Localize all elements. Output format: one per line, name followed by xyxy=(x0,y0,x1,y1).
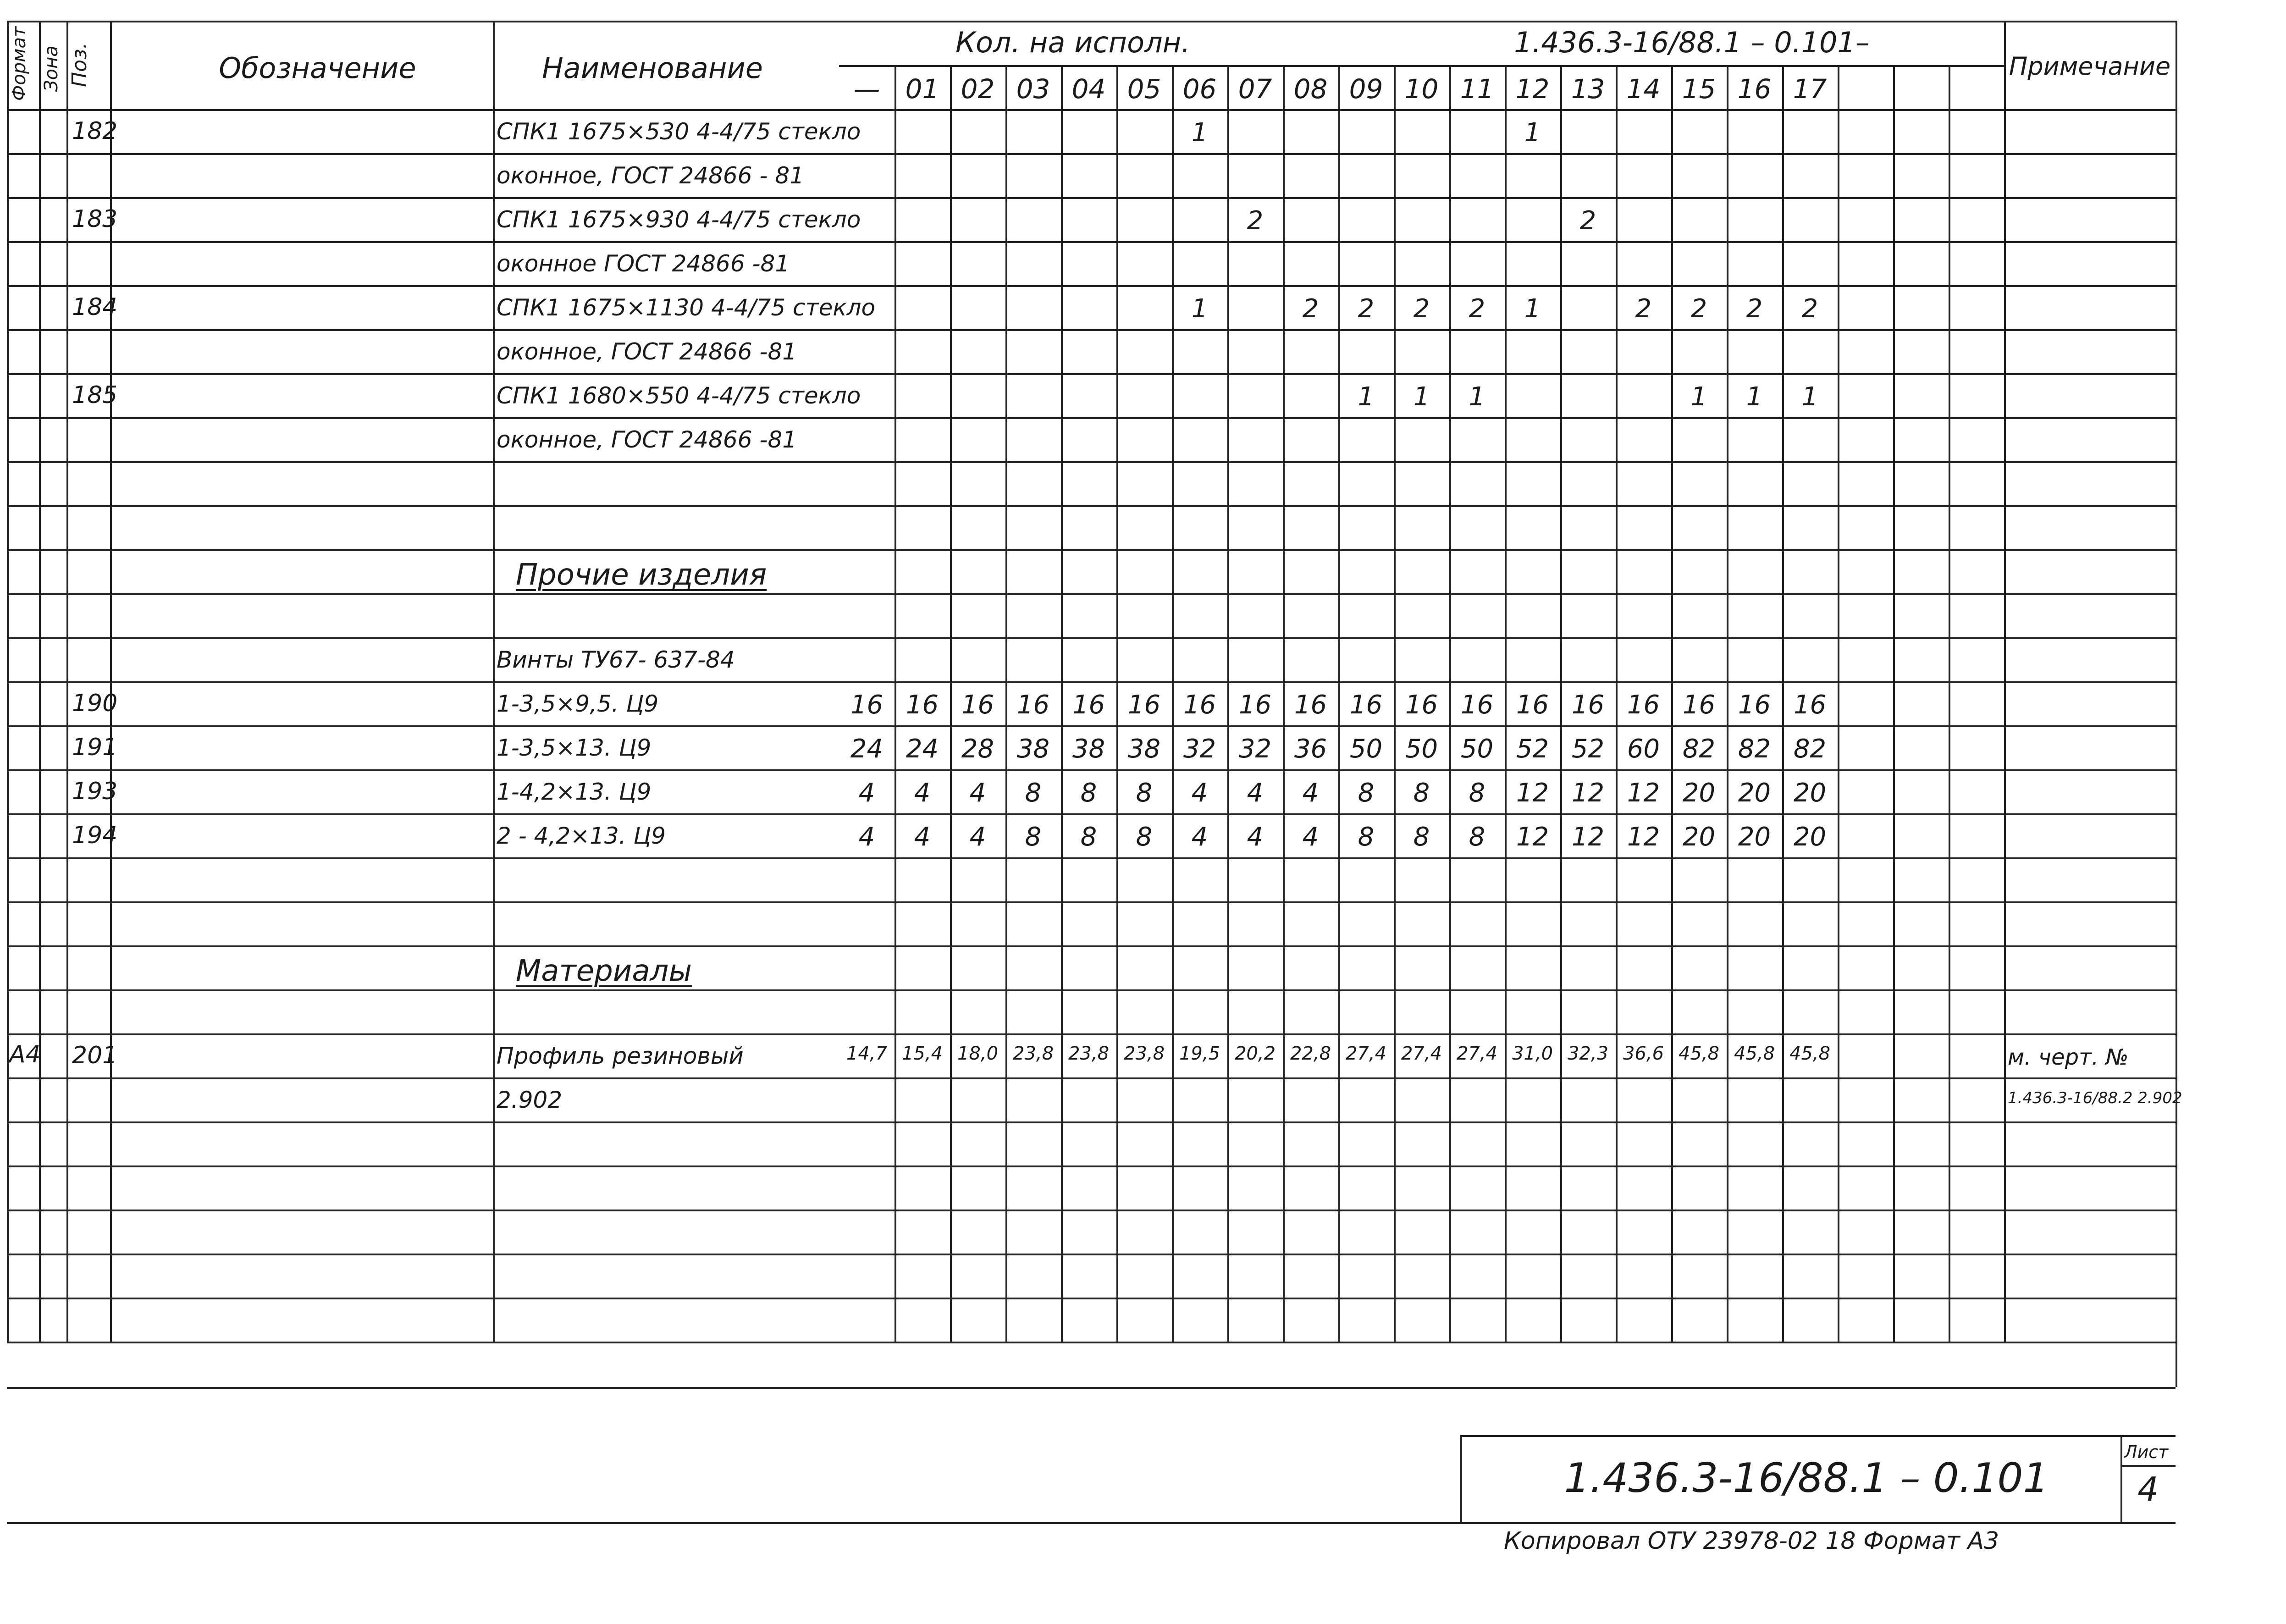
qty-cell: 2 xyxy=(1801,294,1818,324)
variant-label: 12 xyxy=(1515,73,1550,105)
qty-cell: 12 xyxy=(1571,822,1605,852)
row-border xyxy=(7,153,2176,155)
row-border xyxy=(7,901,2176,903)
qty-column-border xyxy=(1616,65,1618,1342)
row-border xyxy=(7,813,2176,815)
qty-cell: 15,4 xyxy=(901,1043,943,1064)
variant-label: 02 xyxy=(961,73,995,105)
qty-cell: 8 xyxy=(1136,822,1153,852)
qty-cell: 16 xyxy=(1793,690,1827,720)
qty-column-border xyxy=(895,65,896,1342)
qty-cell: 20 xyxy=(1738,778,1771,808)
qty-cell: 1 xyxy=(1801,382,1818,412)
qty-cell: 32 xyxy=(1183,734,1216,764)
qty-cell: 16 xyxy=(1349,690,1383,720)
qty-cell: 52 xyxy=(1571,734,1605,764)
stamp-box-left xyxy=(1460,1435,1462,1522)
qty-cell: 8 xyxy=(1025,778,1042,808)
column-border xyxy=(2176,21,2177,1342)
qty-cell: 1 xyxy=(1413,382,1430,412)
qty-column-border xyxy=(1283,65,1285,1342)
qty-cell: 4 xyxy=(858,778,875,808)
variant-label: — xyxy=(853,73,880,105)
qty-cell: 4 xyxy=(1302,822,1319,852)
qty-cell: 2 xyxy=(1302,294,1319,324)
row-border xyxy=(7,681,2176,683)
qty-cell: 38 xyxy=(1127,734,1161,764)
variant-label: 13 xyxy=(1571,73,1605,105)
header-doc-ref: 1.436.3-16/88.1 – 0.101– xyxy=(1514,26,1870,59)
qty-cell: 20 xyxy=(1793,822,1827,852)
qty-cell: 4 xyxy=(1191,822,1208,852)
qty-cell: 16 xyxy=(1238,690,1272,720)
header-zone: Зона xyxy=(41,45,62,92)
qty-cell: 16 xyxy=(850,690,883,720)
qty-cell: 24 xyxy=(906,734,939,764)
row-border xyxy=(7,593,2176,595)
qty-cell: 50 xyxy=(1405,734,1438,764)
qty-cell: 4 xyxy=(1191,778,1208,808)
stamp-sheet-line xyxy=(2120,1465,2176,1467)
qty-cell: 8 xyxy=(1413,822,1430,852)
qty-cell: 22,8 xyxy=(1290,1043,1331,1064)
row-border xyxy=(7,1166,2176,1167)
qty-cell: 20 xyxy=(1738,822,1771,852)
row-pos: 194 xyxy=(72,822,118,849)
stamp-sheet-divider xyxy=(2120,1435,2122,1522)
qty-cell: 16 xyxy=(1183,690,1216,720)
variant-label: 11 xyxy=(1460,73,1494,105)
qty-cell: 45,8 xyxy=(1678,1043,1720,1064)
variant-label: 09 xyxy=(1349,73,1383,105)
row-border xyxy=(7,1121,2176,1123)
row-pos: 183 xyxy=(72,205,118,233)
row-border xyxy=(7,637,2176,639)
qty-cell: 32,3 xyxy=(1567,1043,1609,1064)
row-pos: 185 xyxy=(72,381,118,409)
qty-cell: 12 xyxy=(1516,778,1549,808)
stamp-sheet-label: Лист xyxy=(2124,1442,2169,1462)
section-title: Прочие изделия xyxy=(516,558,767,592)
qty-column-border xyxy=(1949,65,1950,1342)
qty-cell: 23,8 xyxy=(1012,1043,1054,1064)
qty-cell: 18,0 xyxy=(957,1043,999,1064)
qty-cell: 8 xyxy=(1136,778,1153,808)
qty-cell: 2 xyxy=(1247,206,1264,236)
row-border xyxy=(7,1342,2176,1343)
row-border xyxy=(7,1077,2176,1079)
row-border xyxy=(7,285,2176,287)
qty-cell: 38 xyxy=(1072,734,1105,764)
qty-cell: 12 xyxy=(1571,778,1605,808)
variant-label: 08 xyxy=(1293,73,1328,105)
qty-cell: 82 xyxy=(1682,734,1716,764)
qty-cell: 2 xyxy=(1746,294,1763,324)
row-border xyxy=(7,989,2176,991)
qty-cell: 52 xyxy=(1516,734,1549,764)
row-border xyxy=(7,1254,2176,1255)
row-pos: 191 xyxy=(72,734,118,761)
row-name: 1-3,5×13. Ц9 xyxy=(497,735,652,761)
qty-cell: 50 xyxy=(1349,734,1383,764)
column-border xyxy=(2004,21,2006,1342)
row-border xyxy=(7,1210,2176,1211)
stamp-code: 1.436.3-16/88.1 – 0.101 xyxy=(1564,1454,2049,1502)
qty-cell: 8 xyxy=(1358,822,1375,852)
qty-cell: 4 xyxy=(969,822,986,852)
section-title: Материалы xyxy=(516,954,692,988)
row-border xyxy=(7,197,2176,199)
row-border xyxy=(7,945,2176,947)
qty-cell: 23,8 xyxy=(1068,1043,1110,1064)
qty-cell: 60 xyxy=(1627,734,1660,764)
row-format: А4 xyxy=(9,1041,41,1068)
qty-cell: 1 xyxy=(1690,382,1707,412)
row-name: 1-3,5×9,5. Ц9 xyxy=(497,690,659,717)
row-note: м. черт. № xyxy=(2008,1044,2129,1070)
qty-cell: 28 xyxy=(961,734,994,764)
qty-cell: 36 xyxy=(1294,734,1327,764)
right-frame-line xyxy=(2176,1342,2177,1387)
qty-cell: 4 xyxy=(1247,778,1264,808)
header-designation: Обозначение xyxy=(219,51,416,85)
qty-cell: 2 xyxy=(1358,294,1375,324)
qty-cell: 16 xyxy=(1016,690,1050,720)
row-name: Винты ТУ67- 637-84 xyxy=(497,646,735,673)
qty-cell: 16 xyxy=(1627,690,1660,720)
qty-cell: 16 xyxy=(1072,690,1105,720)
stamp-sheet-number: 4 xyxy=(2137,1470,2159,1508)
row-name: 1-4,2×13. Ц9 xyxy=(497,779,652,805)
qty-cell: 19,5 xyxy=(1179,1043,1220,1064)
qty-column-border xyxy=(1838,65,1839,1342)
qty-cell: 16 xyxy=(906,690,939,720)
row-border xyxy=(7,725,2176,727)
header-note: Примечание xyxy=(2009,52,2171,81)
qty-cell: 16 xyxy=(1571,690,1605,720)
qty-cell: 36,6 xyxy=(1623,1043,1664,1064)
variant-label: 06 xyxy=(1182,73,1217,105)
variant-label: 17 xyxy=(1793,73,1827,105)
variant-label: 14 xyxy=(1626,73,1661,105)
qty-cell: 31,0 xyxy=(1512,1043,1553,1064)
qty-cell: 2 xyxy=(1469,294,1485,324)
header-qty-title: Кол. на исполн. xyxy=(955,26,1190,59)
column-border xyxy=(39,21,41,1342)
qty-cell: 82 xyxy=(1738,734,1771,764)
qty-cell: 1 xyxy=(1191,118,1208,148)
qty-cell: 20,2 xyxy=(1234,1043,1276,1064)
qty-column-border xyxy=(1005,65,1007,1342)
qty-cell: 27,4 xyxy=(1345,1043,1387,1064)
stamp-box-top xyxy=(1460,1435,2176,1437)
header-bottom-border xyxy=(7,109,2176,111)
qty-cell: 16 xyxy=(961,690,994,720)
row-border xyxy=(7,1298,2176,1299)
variant-label: 01 xyxy=(905,73,939,105)
column-border xyxy=(66,21,68,1342)
qty-column-border xyxy=(1061,65,1063,1342)
qty-cell: 23,8 xyxy=(1123,1043,1165,1064)
row-pos: 190 xyxy=(72,690,118,717)
qty-cell: 12 xyxy=(1627,778,1660,808)
header-top-border xyxy=(7,21,2176,22)
qty-cell: 20 xyxy=(1682,822,1716,852)
qty-cell: 16 xyxy=(1405,690,1438,720)
qty-cell: 27,4 xyxy=(1456,1043,1498,1064)
row-name: оконное ГОСТ 24866 -81 xyxy=(497,250,790,277)
qty-cell: 45,8 xyxy=(1789,1043,1831,1064)
row-name: СПК1 1675×530 4-4/75 стекло xyxy=(497,118,861,145)
qty-cell: 27,4 xyxy=(1401,1043,1442,1064)
row-name: Профиль резиновый xyxy=(497,1043,744,1069)
qty-column-border xyxy=(1116,65,1118,1342)
qty-cell: 16 xyxy=(1294,690,1327,720)
qty-cell: 12 xyxy=(1516,822,1549,852)
column-border xyxy=(7,21,9,1342)
qty-cell: 1 xyxy=(1358,382,1375,412)
stamp-top-line xyxy=(7,1387,2176,1389)
qty-cell: 32 xyxy=(1238,734,1272,764)
row-pos: 184 xyxy=(72,293,118,321)
qty-cell: 20 xyxy=(1793,778,1827,808)
row-border xyxy=(7,461,2176,463)
qty-cell: 38 xyxy=(1016,734,1050,764)
variant-label: 10 xyxy=(1404,73,1439,105)
qty-cell: 8 xyxy=(1358,778,1375,808)
variant-label: 15 xyxy=(1682,73,1716,105)
row-border xyxy=(7,373,2176,375)
qty-column-border xyxy=(1338,65,1340,1342)
row-name: оконное, ГОСТ 24866 -81 xyxy=(497,338,797,365)
row-border xyxy=(7,505,2176,507)
row-name: оконное, ГОСТ 24866 -81 xyxy=(497,426,797,453)
header-mid-border xyxy=(839,65,2004,67)
column-border xyxy=(493,21,495,1342)
row-border xyxy=(7,417,2176,419)
qty-cell: 4 xyxy=(969,778,986,808)
row-pos: 201 xyxy=(72,1042,118,1069)
row-name: СПК1 1675×1130 4-4/75 стекло xyxy=(497,294,876,321)
qty-cell: 4 xyxy=(1302,778,1319,808)
variant-label: 05 xyxy=(1127,73,1161,105)
qty-cell: 16 xyxy=(1127,690,1161,720)
qty-cell: 45,8 xyxy=(1734,1043,1775,1064)
qty-cell: 16 xyxy=(1460,690,1494,720)
row-name: 2.902 xyxy=(497,1087,563,1113)
qty-cell: 2 xyxy=(1635,294,1652,324)
qty-cell: 4 xyxy=(914,822,931,852)
footer-copy-note: Копировал ОТУ 23978-02 18 Формат А3 xyxy=(1504,1527,1999,1555)
row-name: СПК1 1675×930 4-4/75 стекло xyxy=(497,206,861,233)
qty-cell: 8 xyxy=(1469,822,1485,852)
qty-cell: 12 xyxy=(1627,822,1660,852)
qty-cell: 1 xyxy=(1469,382,1485,412)
header-pos: Поз. xyxy=(68,42,91,87)
qty-cell: 16 xyxy=(1682,690,1716,720)
qty-column-border xyxy=(1172,65,1174,1342)
qty-column-border xyxy=(1727,65,1728,1342)
row-border xyxy=(7,857,2176,859)
row-border xyxy=(7,549,2176,551)
qty-cell: 24 xyxy=(850,734,883,764)
row-note: 1.436.3-16/88.2 2.902 xyxy=(2008,1089,2182,1107)
qty-column-border xyxy=(1227,65,1229,1342)
qty-cell: 1 xyxy=(1746,382,1763,412)
row-pos: 193 xyxy=(72,778,118,805)
variant-label: 03 xyxy=(1016,73,1050,105)
qty-cell: 4 xyxy=(1247,822,1264,852)
qty-column-border xyxy=(1505,65,1507,1342)
qty-cell: 16 xyxy=(1738,690,1771,720)
qty-column-border xyxy=(1782,65,1784,1342)
qty-cell: 2 xyxy=(1413,294,1430,324)
qty-cell: 8 xyxy=(1080,778,1097,808)
row-border xyxy=(7,769,2176,771)
qty-column-border xyxy=(1893,65,1895,1342)
variant-label: 16 xyxy=(1737,73,1772,105)
row-name: 2 - 4,2×13. Ц9 xyxy=(497,823,666,849)
qty-cell: 82 xyxy=(1793,734,1827,764)
qty-cell: 16 xyxy=(1516,690,1549,720)
qty-cell: 50 xyxy=(1460,734,1494,764)
variant-label: 07 xyxy=(1238,73,1272,105)
qty-cell: 8 xyxy=(1025,822,1042,852)
row-name: оконное, ГОСТ 24866 - 81 xyxy=(497,162,804,189)
qty-cell: 2 xyxy=(1579,206,1596,236)
qty-cell: 4 xyxy=(858,822,875,852)
row-border xyxy=(7,329,2176,331)
qty-column-border xyxy=(1394,65,1396,1342)
qty-cell: 8 xyxy=(1080,822,1097,852)
row-border xyxy=(7,1033,2176,1035)
qty-column-border xyxy=(1671,65,1673,1342)
qty-column-border xyxy=(1449,65,1451,1342)
row-pos: 182 xyxy=(72,117,118,145)
qty-cell: 14,7 xyxy=(846,1043,888,1064)
stamp-box-bottom xyxy=(7,1522,2176,1524)
qty-cell: 1 xyxy=(1524,294,1541,324)
qty-cell: 8 xyxy=(1469,778,1485,808)
qty-cell: 4 xyxy=(914,778,931,808)
qty-cell: 2 xyxy=(1690,294,1707,324)
qty-cell: 1 xyxy=(1191,294,1208,324)
variant-label: 04 xyxy=(1071,73,1106,105)
qty-column-border xyxy=(950,65,952,1342)
header-format: Формат xyxy=(9,26,30,101)
qty-cell: 8 xyxy=(1413,778,1430,808)
qty-column-border xyxy=(1560,65,1562,1342)
row-border xyxy=(7,241,2176,243)
qty-cell: 20 xyxy=(1682,778,1716,808)
header-name: Наименование xyxy=(542,51,763,85)
qty-cell: 1 xyxy=(1524,118,1541,148)
row-name: СПК1 1680×550 4-4/75 стекло xyxy=(497,382,861,409)
